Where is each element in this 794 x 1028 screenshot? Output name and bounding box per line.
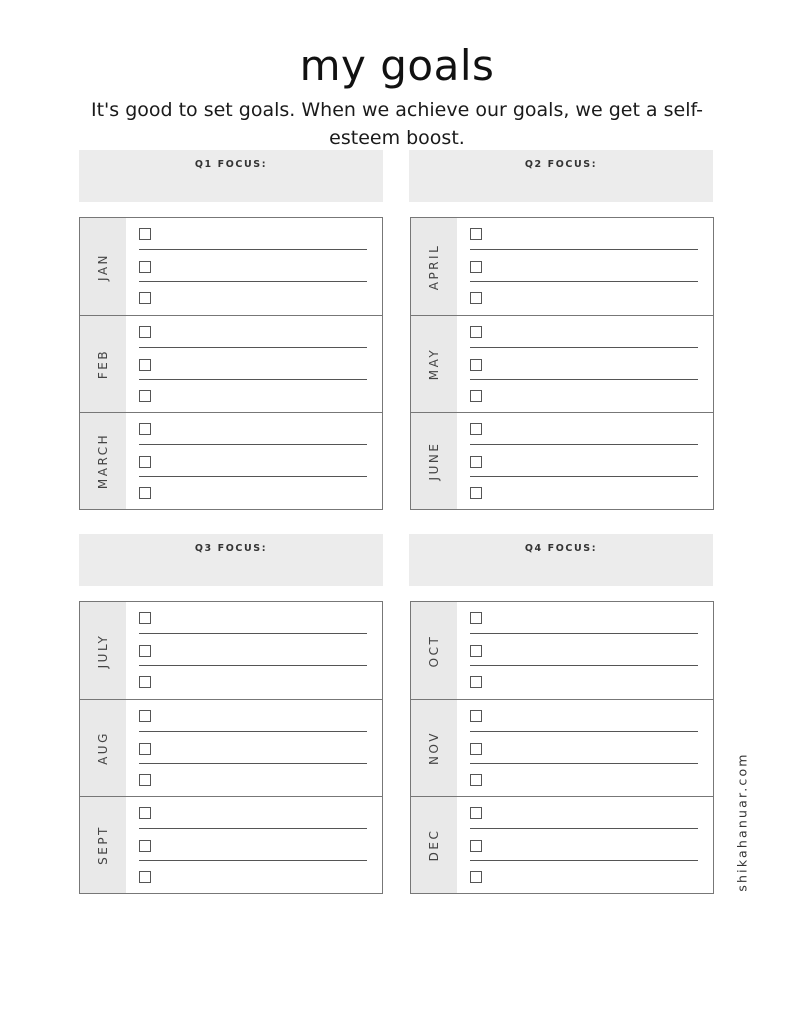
goal-checkbox[interactable] xyxy=(139,292,151,304)
month-side-panel xyxy=(80,602,126,699)
month-block xyxy=(411,315,713,412)
month-side-panel xyxy=(411,797,457,893)
month-block xyxy=(80,796,382,893)
month-label: SEPT xyxy=(96,825,110,865)
month-block xyxy=(411,602,713,699)
goal-checkbox[interactable] xyxy=(139,359,151,371)
month-label: DEC xyxy=(427,828,441,862)
goal-writing-line[interactable] xyxy=(139,828,367,829)
month-block xyxy=(411,796,713,893)
month-label: JUNE xyxy=(427,441,441,481)
month-label: JULY xyxy=(96,633,110,668)
goal-checkbox[interactable] xyxy=(470,645,482,657)
month-side-panel xyxy=(80,413,126,509)
q4-focus-box[interactable] xyxy=(409,534,713,586)
goal-writing-line[interactable] xyxy=(470,860,698,861)
q3-focus-label: Q3 FOCUS: xyxy=(194,543,268,554)
q2-months-box xyxy=(410,217,714,510)
page-subtitle: It's good to set goals. When we achieve our goals, we get a self-esteem boost. xyxy=(90,99,703,149)
month-block xyxy=(411,412,713,509)
goal-checkbox[interactable] xyxy=(139,261,151,273)
goal-writing-line[interactable] xyxy=(139,633,367,634)
goal-writing-line[interactable] xyxy=(139,763,367,764)
month-label: AUG xyxy=(96,731,110,765)
goal-checkbox[interactable] xyxy=(470,774,482,786)
month-block xyxy=(80,218,382,315)
goal-writing-line[interactable] xyxy=(139,281,367,282)
goal-writing-line[interactable] xyxy=(470,347,698,348)
goal-checkbox[interactable] xyxy=(139,390,151,402)
month-side-panel xyxy=(80,797,126,893)
goal-checkbox[interactable] xyxy=(470,487,482,499)
goal-writing-line[interactable] xyxy=(470,665,698,666)
goal-writing-line[interactable] xyxy=(139,249,367,250)
goal-checkbox[interactable] xyxy=(139,645,151,657)
q4-focus-label: Q4 FOCUS: xyxy=(524,543,598,554)
goal-checkbox[interactable] xyxy=(139,456,151,468)
goal-checkbox[interactable] xyxy=(470,390,482,402)
month-side-panel xyxy=(80,316,126,412)
goal-checkbox[interactable] xyxy=(470,423,482,435)
goal-writing-line[interactable] xyxy=(139,476,367,477)
month-label: MAY xyxy=(427,347,441,381)
goal-checkbox[interactable] xyxy=(470,228,482,240)
goal-checkbox[interactable] xyxy=(139,710,151,722)
goal-checkbox[interactable] xyxy=(139,807,151,819)
goal-checkbox[interactable] xyxy=(139,743,151,755)
goal-checkbox[interactable] xyxy=(470,326,482,338)
goal-checkbox[interactable] xyxy=(139,228,151,240)
month-block xyxy=(80,315,382,412)
goal-writing-line[interactable] xyxy=(139,860,367,861)
month-side-panel xyxy=(411,602,457,699)
goal-writing-line[interactable] xyxy=(470,731,698,732)
month-label: FEB xyxy=(96,348,110,380)
month-side-panel xyxy=(411,316,457,412)
q2-focus-label: Q2 FOCUS: xyxy=(524,159,598,170)
goal-checkbox[interactable] xyxy=(139,840,151,852)
month-label: JAN xyxy=(96,252,110,281)
month-side-panel xyxy=(411,413,457,509)
goal-writing-line[interactable] xyxy=(139,444,367,445)
goal-writing-line[interactable] xyxy=(470,763,698,764)
site-credit: shikahanuar.com xyxy=(734,752,750,892)
goal-checkbox[interactable] xyxy=(139,676,151,688)
goal-checkbox[interactable] xyxy=(139,871,151,883)
goal-checkbox[interactable] xyxy=(470,710,482,722)
goal-checkbox[interactable] xyxy=(470,261,482,273)
month-block xyxy=(80,699,382,796)
month-label: NOV xyxy=(427,731,441,765)
goal-checkbox[interactable] xyxy=(470,292,482,304)
goal-checkbox[interactable] xyxy=(470,871,482,883)
q3-months-box xyxy=(79,601,383,894)
goal-checkbox[interactable] xyxy=(470,612,482,624)
month-block xyxy=(80,412,382,509)
goal-writing-line[interactable] xyxy=(470,379,698,380)
month-block xyxy=(80,602,382,699)
goal-checkbox[interactable] xyxy=(470,840,482,852)
goal-checkbox[interactable] xyxy=(139,487,151,499)
q2-focus-box[interactable] xyxy=(409,150,713,202)
month-side-panel xyxy=(411,700,457,796)
goal-writing-line[interactable] xyxy=(470,828,698,829)
goal-checkbox[interactable] xyxy=(470,676,482,688)
goal-writing-line[interactable] xyxy=(139,665,367,666)
month-block xyxy=(411,218,713,315)
q4-months-box xyxy=(410,601,714,894)
goal-writing-line[interactable] xyxy=(139,379,367,380)
goal-checkbox[interactable] xyxy=(139,774,151,786)
goal-checkbox[interactable] xyxy=(470,359,482,371)
month-label: OCT xyxy=(427,634,441,667)
goal-checkbox[interactable] xyxy=(470,456,482,468)
goal-writing-line[interactable] xyxy=(470,476,698,477)
q1-months-box xyxy=(79,217,383,510)
goal-writing-line[interactable] xyxy=(470,249,698,250)
month-side-panel xyxy=(80,218,126,315)
page-title: my goals xyxy=(299,41,495,90)
goal-checkbox[interactable] xyxy=(139,423,151,435)
q1-focus-box[interactable] xyxy=(79,150,383,202)
goal-writing-line[interactable] xyxy=(139,347,367,348)
goal-checkbox[interactable] xyxy=(470,743,482,755)
goal-checkbox[interactable] xyxy=(470,807,482,819)
q1-focus-label: Q1 FOCUS: xyxy=(194,159,268,170)
month-label: MARCH xyxy=(96,432,110,490)
goal-writing-line[interactable] xyxy=(470,444,698,445)
goal-writing-line[interactable] xyxy=(470,281,698,282)
goal-checkbox[interactable] xyxy=(139,612,151,624)
goal-writing-line[interactable] xyxy=(470,633,698,634)
month-block xyxy=(411,699,713,796)
goal-checkbox[interactable] xyxy=(139,326,151,338)
month-side-panel xyxy=(80,700,126,796)
q3-focus-box[interactable] xyxy=(79,534,383,586)
month-side-panel xyxy=(411,218,457,315)
month-label: APRIL xyxy=(427,243,441,290)
goal-writing-line[interactable] xyxy=(139,731,367,732)
